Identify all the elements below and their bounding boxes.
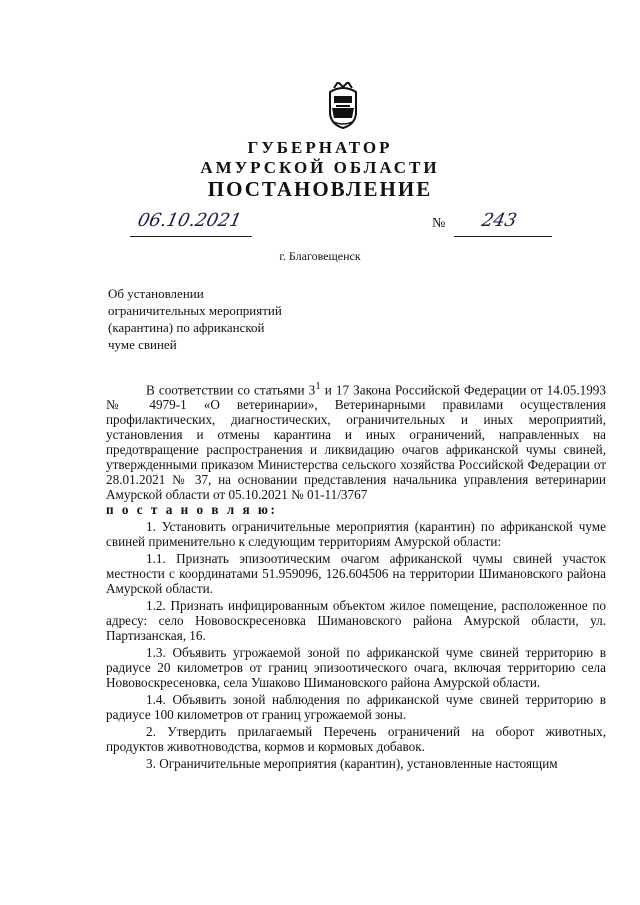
- clause-1: 1. Установить ограничительные мероприятия (карантин) по африканской чуме свиней применительно к следующим территориям Амурской области:: [106, 519, 606, 550]
- document-body: [106, 379, 606, 771]
- preamble-paragraph: [106, 379, 606, 502]
- preamble-start: В соответствии со статьями 3: [146, 382, 316, 398]
- date-field: [130, 212, 252, 237]
- handwritten-date: 06.10.2021: [135, 210, 244, 231]
- clause-1-4: 1.4. Объявить зоной наблюдения по африканской чуме свиней территорию в радиусе 100 километров от границ угрожаемой зоны.: [106, 692, 606, 723]
- preamble-rest: и 17 Закона Российской Федерации от 14.05.1993 № 4979-1 «О ветеринарии», Ветеринарными правилами осуществления профилактических, диагностических, ограничительных и иных мероприятий, установления и отмены карантина и иных ограничений, направленных на предотвращение распространения и ликвидацию очагов африканской чумы свиней, утвержденными приказом Министерства сельского хозяйства Российской Федерации от 28.01.2021 № 37, на основании представления начальника управления ветеринарии Амурской области от 05.10.2021 № 01-11/3767: [106, 382, 606, 503]
- coat-of-arms-icon: [322, 82, 364, 130]
- issuer-title: ГУБЕРНАТОР: [247, 138, 393, 157]
- clause-1-1: 1.1. Признать эпизоотическим очагом африканской чумы свиней участок местности с координатами 51.959096, 126.604506 на территории Шимановского района Амурской области.: [106, 551, 606, 597]
- issuer-region: АМУРСКОЙ ОБЛАСТИ: [200, 158, 440, 177]
- document-subject: [108, 285, 368, 353]
- clause-3: 3. Ограничительные мероприятия (карантин), установленные настоящим: [146, 756, 558, 772]
- subject-line: чуме свиней: [108, 337, 177, 352]
- subject-line: (карантина) по африканской: [108, 320, 265, 335]
- decree-word: п о с т а н о в л я ю:: [106, 502, 278, 518]
- number-label: №: [432, 216, 446, 231]
- clause-1-3: 1.3. Объявить угрожаемой зоной по африканской чуме свиней территорию в радиусе 20 километров от границ эпизоотического очага, включая территорию села Нововоскресеновка, села Ушаково Шимановского района Амурской области.: [106, 645, 606, 691]
- article-superscript: 1: [315, 380, 321, 392]
- handwritten-number: 243: [479, 210, 519, 231]
- city-line: г. Благовещенск: [279, 249, 361, 263]
- number-field: [454, 212, 552, 237]
- document-type-title: ПОСТАНОВЛЕНИЕ: [207, 177, 433, 201]
- subject-line: Об установлении: [108, 286, 204, 301]
- clause-2: 2. Утвердить прилагаемый Перечень ограничений на оборот животных, продуктов животноводства, кормов и кормовых добавок.: [106, 724, 606, 755]
- subject-line: ограничительных мероприятий: [108, 303, 282, 318]
- clause-1-2: 1.2. Признать инфицированным объектом жилое помещение, расположенное по адресу: село Нововоскресеновка Шимановского района Амурской области, ул. Партизанская, 16.: [106, 598, 606, 644]
